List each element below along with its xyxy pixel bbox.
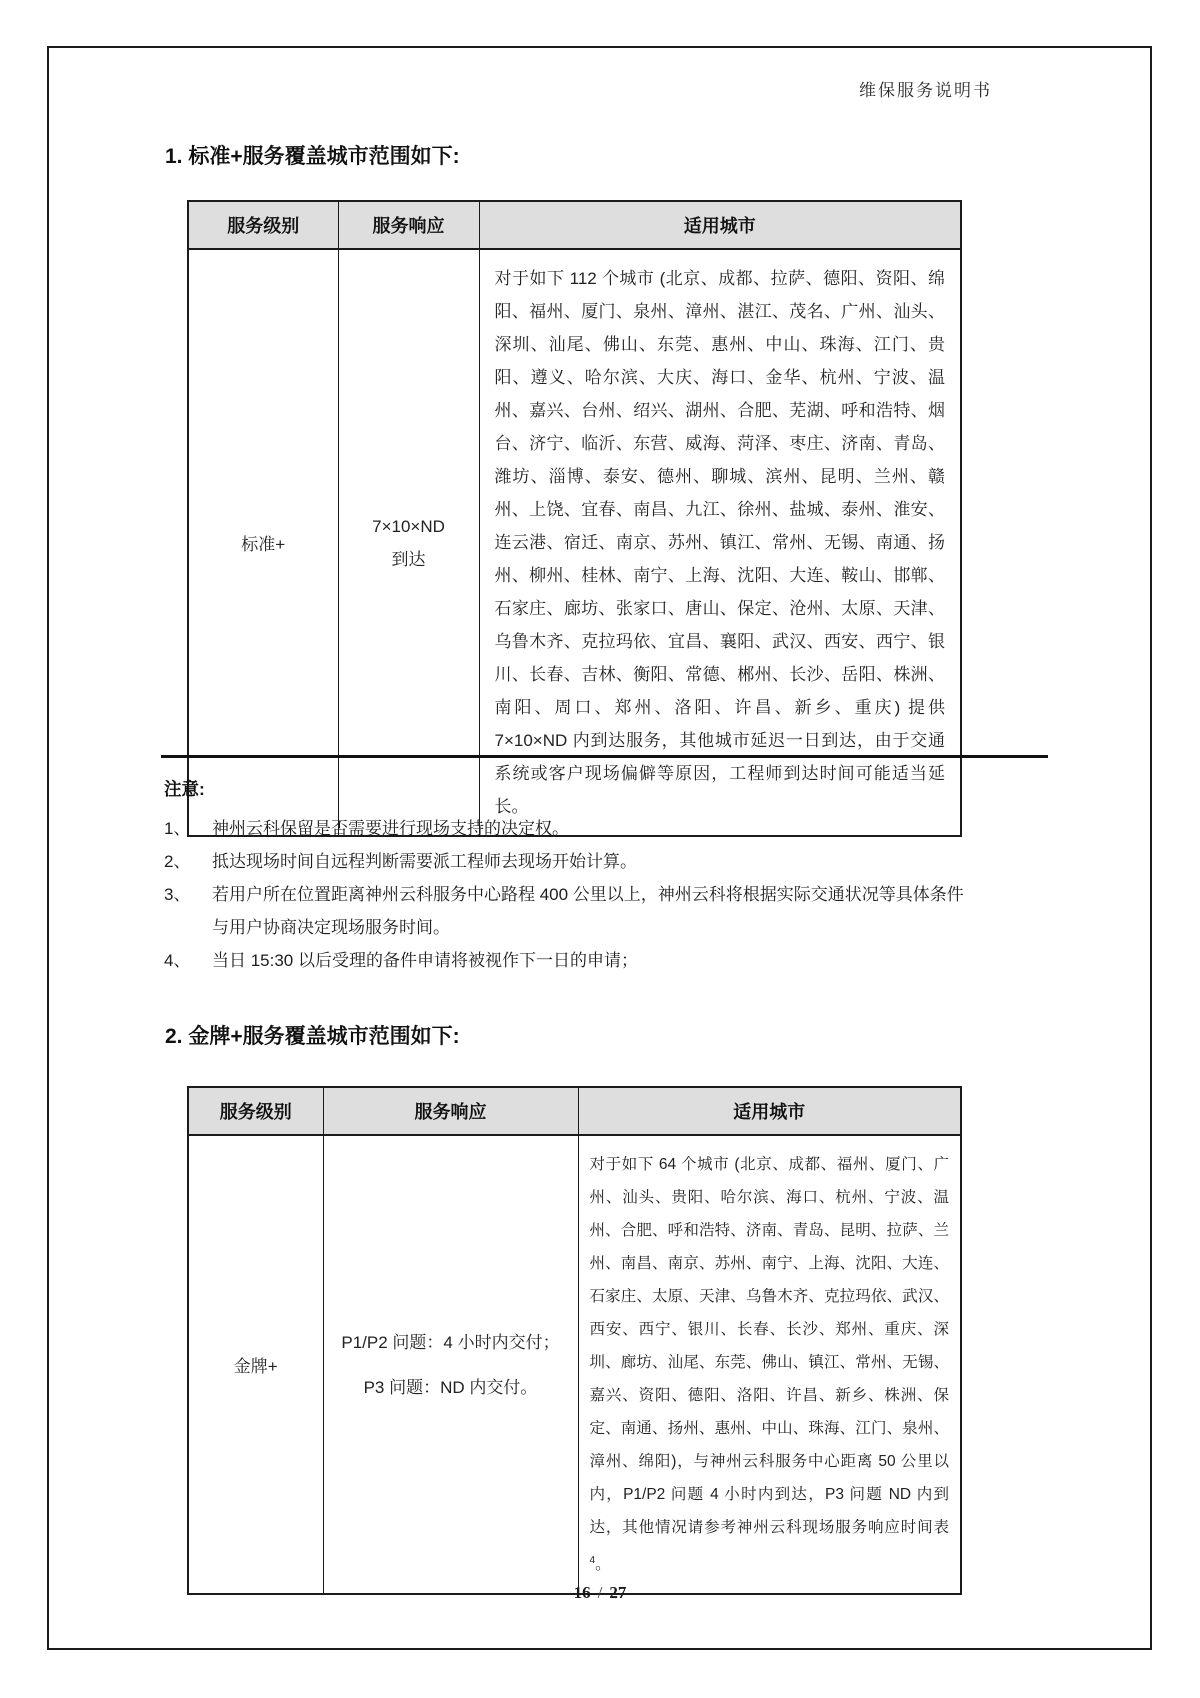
table2-response-line1: P1/P2 问题：4 小时内交付； [341, 1332, 560, 1352]
table1-col-service-response: 服务响应 [338, 201, 479, 249]
table2-cities-text-end: 。 [595, 1556, 611, 1574]
note-item-2 [164, 845, 964, 878]
table1-col-applicable-cities: 适用城市 [479, 201, 961, 249]
note-number: 1、 [164, 819, 191, 838]
note-item-1 [164, 812, 964, 845]
note-text: 若用户所在位置距离神州云科服务中心路程 400 公里以上，神州云科将根据实际交通状况等具体条件与用户协商决定现场服务时间。 [212, 885, 964, 937]
table2-data-row [188, 1135, 961, 1594]
table2-applicable-cities-cell [578, 1135, 961, 1594]
table2-service-level-cell: 金牌+ [188, 1135, 323, 1594]
footnote-marker: 4 [589, 1555, 596, 1566]
table1-header-row [188, 201, 961, 249]
note-number: 2、 [164, 852, 191, 871]
notes-heading: 注意: [164, 779, 205, 799]
table2-col-service-level: 服务级别 [188, 1087, 323, 1135]
section-divider-rule [161, 755, 1048, 758]
table1-service-level-cell: 标准+ [188, 249, 338, 836]
note-item-3 [164, 878, 964, 944]
note-item-4 [164, 944, 964, 977]
page-number-current: 16 [573, 1583, 591, 1602]
page-footer [0, 1583, 1200, 1603]
gold-plus-service-table [187, 1086, 962, 1595]
table1-response-line1: 7×10×ND [372, 516, 445, 536]
section1-heading: 1. 标准+服务覆盖城市范围如下: [165, 145, 460, 168]
table1-service-response-cell [338, 249, 479, 836]
table1-col-service-level: 服务级别 [188, 201, 338, 249]
table2-response-line2: P3 问题：ND 内交付。 [363, 1377, 538, 1397]
note-number: 4、 [164, 951, 191, 970]
table2-col-service-response: 服务响应 [323, 1087, 578, 1135]
table2-col-applicable-cities: 适用城市 [578, 1087, 961, 1135]
note-text: 神州云科保留是否需要进行现场支持的决定权。 [212, 819, 569, 838]
document-title-header: 维保服务说明书 [859, 81, 992, 100]
note-text: 当日 15:30 以后受理的备件申请将被视作下一日的申请； [212, 951, 638, 970]
table2-header-row [188, 1087, 961, 1135]
page-number-total: 27 [609, 1583, 627, 1602]
table1-data-row [188, 249, 961, 836]
section2-heading: 2. 金牌+服务覆盖城市范围如下: [165, 1025, 460, 1048]
page-number-separator: / [597, 1583, 603, 1602]
table2-cities-text: 对于如下 64 个城市 (北京、成都、福州、厦门、广州、汕头、贵阳、哈尔滨、海口、杭州、宁波、温州、合肥、呼和浩特、济南、青岛、昆明、拉萨、兰州、南昌、南京、苏州、南宁、上海、沈阳、大连、石家庄、太原、天津、乌鲁木齐、克拉玛依、武汉、西安、西宁、银川、长春、长沙、郑州、重庆、深圳、廊坊、汕尾、东莞、佛山、镇江、常州、无锡、嘉兴、资阳、德阳、洛阳、许昌、新乡、株洲、保定、南通、扬州、惠州、中山、珠海、江门、泉州、漳州、绵阳)，与神州云科服务中心距离 50 公里以内，P1/P2 问题 4 小时内到达，P3 问题 ND 内到达，其他情况请参考神州云科现场服务响应时间表 [589, 1156, 949, 1536]
table1-applicable-cities-cell: 对于如下 112 个城市 (北京、成都、拉萨、德阳、资阳、绵阳、福州、厦门、泉州、漳州、湛江、茂名、广州、汕头、深圳、汕尾、佛山、东莞、惠州、中山、珠海、江门、贵阳、遵义、哈尔滨、大庆、海口、金华、杭州、宁波、温州、嘉兴、台州、绍兴、湖州、合肥、芜湖、呼和浩特、烟台、济宁、临沂、东营、威海、菏泽、枣庄、济南、青岛、潍坊、淄博、泰安、德州、聊城、滨州、昆明、兰州、赣州、上饶、宜春、南昌、九江、徐州、盐城、泰州、淮安、连云港、宿迁、南京、苏州、镇江、常州、无锡、南通、扬州、柳州、桂林、南宁、上海、沈阳、大连、鞍山、邯郸、石家庄、廊坊、张家口、唐山、保定、沧州、太原、天津、乌鲁木齐、克拉玛依、宜昌、襄阳、武汉、西安、西宁、银川、长春、吉林、衡阳、常德、郴州、长沙、岳阳、株洲、南阳、周口、郑州、洛阳、许昌、新乡、重庆) 提供 7×10×ND 内到达服务，其他城市延迟一日到达，由于交通系统或客户现场偏僻等原因，工程师到达时间可能适当延长。 [479, 249, 961, 836]
table2-service-response-cell [323, 1135, 578, 1594]
table1-response-line2: 到达 [391, 549, 426, 569]
notes-list [164, 812, 964, 977]
standard-plus-service-table [187, 200, 962, 837]
note-number: 3、 [164, 885, 191, 904]
note-text: 抵达现场时间自远程判断需要派工程师去现场开始计算。 [212, 852, 637, 871]
